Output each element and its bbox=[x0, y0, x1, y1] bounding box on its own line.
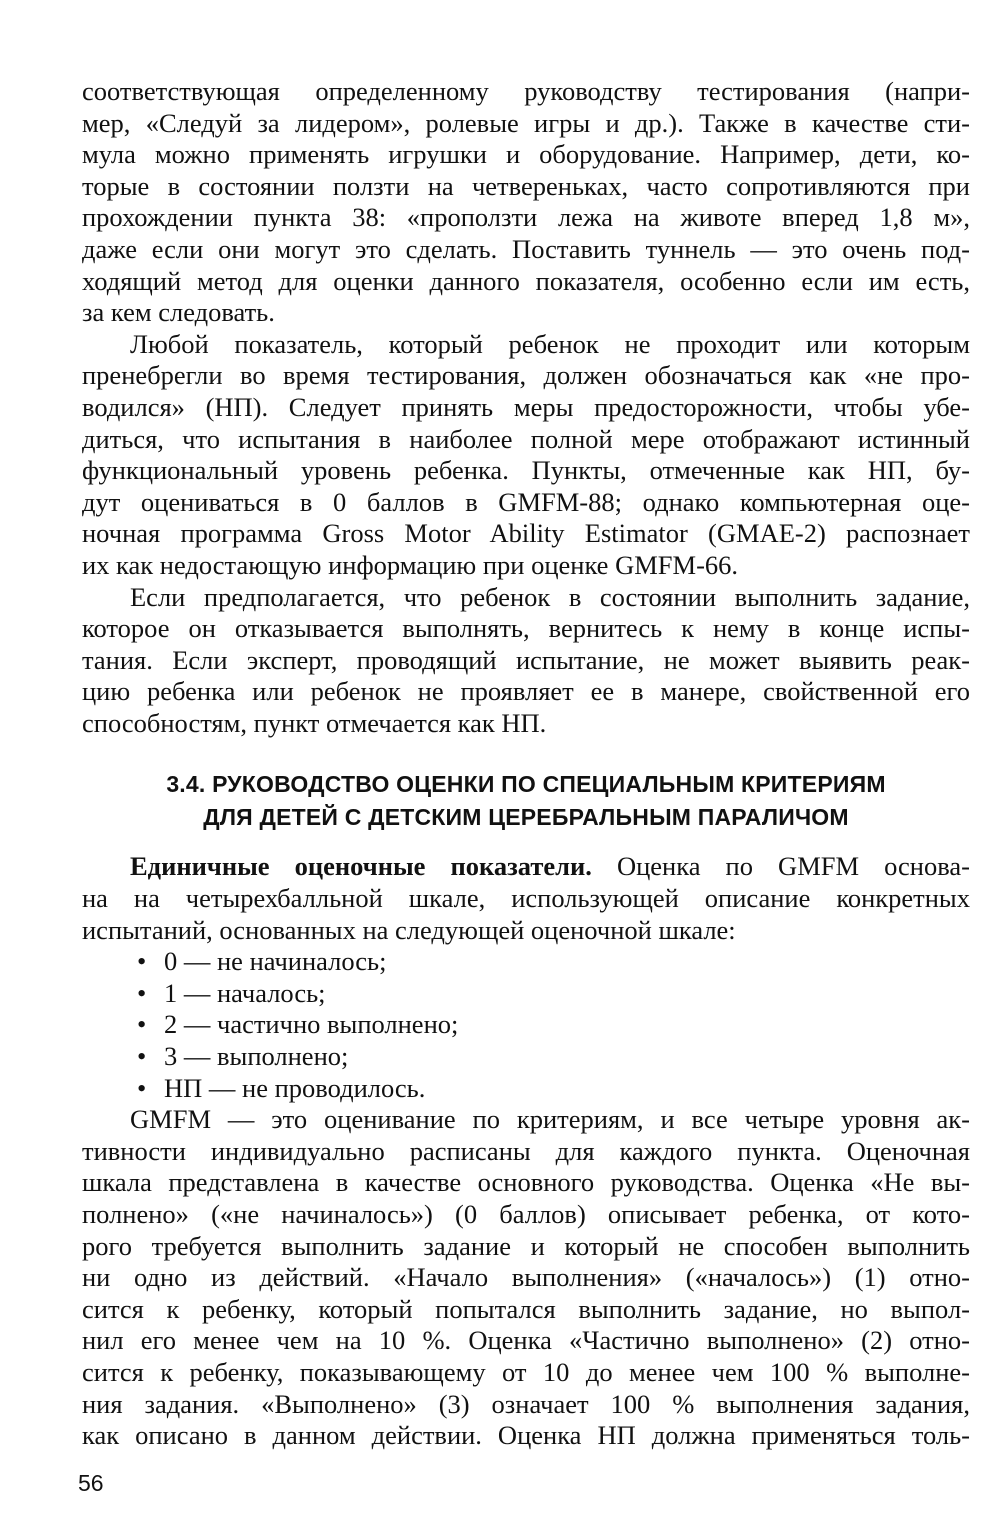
paragraph bbox=[82, 329, 970, 582]
bullet-icon: • bbox=[137, 1009, 147, 1040]
section-heading bbox=[82, 768, 970, 834]
list-item bbox=[82, 1073, 970, 1105]
list-item bbox=[82, 1041, 970, 1073]
intro-paragraphs bbox=[82, 76, 970, 739]
score-list bbox=[82, 946, 970, 1104]
paragraph-line: как описано в данном действии. Оценка НП должна применяться толь- bbox=[82, 1420, 970, 1451]
paragraph-line: пренебрегли во время тестирования, должен обозначаться как «не про- bbox=[82, 360, 970, 391]
paragraph-line: мула можно применять игрушки и оборудование. Например, дети, ко- bbox=[82, 139, 970, 170]
list-item-text: 3 — выполнено; bbox=[164, 1041, 349, 1072]
final-paragraph bbox=[82, 1104, 970, 1452]
paragraph-line: тания. Если эксперт, проводящий испытание, не может выявить реак- bbox=[82, 644, 970, 675]
paragraph-line: Если предполагается, что ребенок в состоянии выполнить задание, bbox=[130, 581, 970, 612]
paragraph-line: GMFM — это оценивание по критериям, и все четыре уровня ак- bbox=[130, 1104, 970, 1135]
paragraph-line: ни одно из действий. «Начало выполнения» («началось») (1) отно- bbox=[82, 1262, 970, 1293]
paragraph-line: ходящий метод для оценки данного показателя, особенно если им есть, bbox=[82, 265, 970, 296]
bullet-icon: • bbox=[137, 1072, 147, 1103]
scoring-lead-rest: Оценка по GMFM основа- bbox=[591, 851, 970, 882]
paragraph-line: соответствующая определенному руководству тестирования (напри- bbox=[82, 76, 970, 106]
paragraph-line: торые в состоянии ползти на четвереньках, часто сопротивляются при bbox=[82, 170, 970, 201]
paragraph-line: мер, «Следуй за лидером», ролевые игры и др.). Также в качестве сти- bbox=[82, 107, 970, 138]
page-number: 56 bbox=[78, 1470, 104, 1496]
paragraph-line bbox=[82, 851, 970, 883]
paragraph-line: способностям, пункт отмечается как НП. bbox=[82, 707, 547, 738]
list-item-text: 2 — частично выполнено; bbox=[164, 1009, 459, 1040]
paragraph-line: прохождении пункта 38: «проползти лежа на животе вперед 1,8 м», bbox=[82, 202, 970, 233]
scoring-lead: Единичные оценочные показатели. bbox=[130, 851, 592, 882]
bullet-icon: • bbox=[137, 1041, 147, 1072]
paragraph-line: испытаний, основанных на следующей оценочной шкале: bbox=[82, 914, 736, 945]
paragraph-line: рого требуется выполнить задание и который не способен выполнить bbox=[82, 1230, 970, 1261]
list-item-text: 1 — началось; bbox=[164, 977, 326, 1008]
paragraph-line: тивности индивидуально расписаны для каждого пункта. Оценочная bbox=[82, 1135, 970, 1166]
paragraph-line: за кем следовать. bbox=[82, 297, 275, 328]
list-item bbox=[82, 946, 970, 978]
paragraph-line: полнено» («не начиналось») (0 баллов) описывает ребенка, от кото- bbox=[82, 1199, 970, 1229]
paragraph-line: диться, что испытания в наиболее полной мере отображают истинный bbox=[82, 423, 970, 454]
paragraph-line: цию ребенка или ребенок не проявляет ее в манере, свойственной его bbox=[82, 676, 970, 707]
list-item bbox=[82, 1009, 970, 1041]
paragraph-line: на на четырехбалльной шкале, использующей описание конкретных bbox=[82, 883, 970, 914]
paragraph-line: дут оцениваться в 0 баллов в GMFM-88; однако компьютерная оце- bbox=[82, 486, 970, 517]
paragraph-line: ночная программа Gross Motor Ability Estimator (GMAE-2) распознает bbox=[82, 518, 970, 549]
scoring-paragraph bbox=[82, 851, 970, 946]
paragraph-line: водился» (НП). Следует принять меры предосторожности, чтобы убе- bbox=[82, 391, 970, 422]
paragraph-line: сится к ребенку, показывающему от 10 до менее чем 100 % выполне- bbox=[82, 1356, 970, 1387]
list-item-text: НП — не проводилось. bbox=[164, 1072, 426, 1103]
paragraph-line: функциональный уровень ребенка. Пункты, отмеченные как НП, бу- bbox=[82, 455, 970, 486]
heading-line: 3.4. РУКОВОДСТВО ОЦЕНКИ ПО СПЕЦИАЛЬНЫМ КРИТЕРИЯМ bbox=[166, 771, 886, 798]
paragraph-line: их как недостающую информацию при оценке GMFM-66. bbox=[82, 549, 739, 580]
paragraph-line: нил его менее чем на 10 %. Оценка «Частично выполнено» (2) отно- bbox=[82, 1325, 970, 1356]
paragraph-line: сится к ребенку, который попытался выполнить задание, но выпол- bbox=[82, 1293, 970, 1324]
paragraph bbox=[82, 76, 970, 329]
paragraph bbox=[82, 582, 970, 740]
list-item bbox=[82, 978, 970, 1010]
bullet-icon: • bbox=[137, 977, 147, 1008]
list-item-text: 0 — не начиналось; bbox=[164, 946, 387, 977]
paragraph-line: Любой показатель, который ребенок не проходит или которым bbox=[130, 328, 970, 359]
page-body bbox=[82, 76, 970, 1452]
paragraph-line: шкала представлена в качестве основного руководства. Оценка «Не вы- bbox=[82, 1167, 970, 1198]
bullet-icon: • bbox=[137, 946, 147, 977]
paragraph-line: даже если они могут это сделать. Поставить туннель — это очень под- bbox=[82, 233, 970, 264]
paragraph-line: которое он отказывается выполнять, вернитесь к нему в конце испы- bbox=[82, 613, 970, 644]
heading-line: ДЛЯ ДЕТЕЙ С ДЕТСКИМ ЦЕРЕБРАЛЬНЫМ ПАРАЛИЧОМ bbox=[203, 804, 849, 831]
paragraph-line: ния задания. «Выполнено» (3) означает 100 % выполнения задания, bbox=[82, 1388, 970, 1419]
